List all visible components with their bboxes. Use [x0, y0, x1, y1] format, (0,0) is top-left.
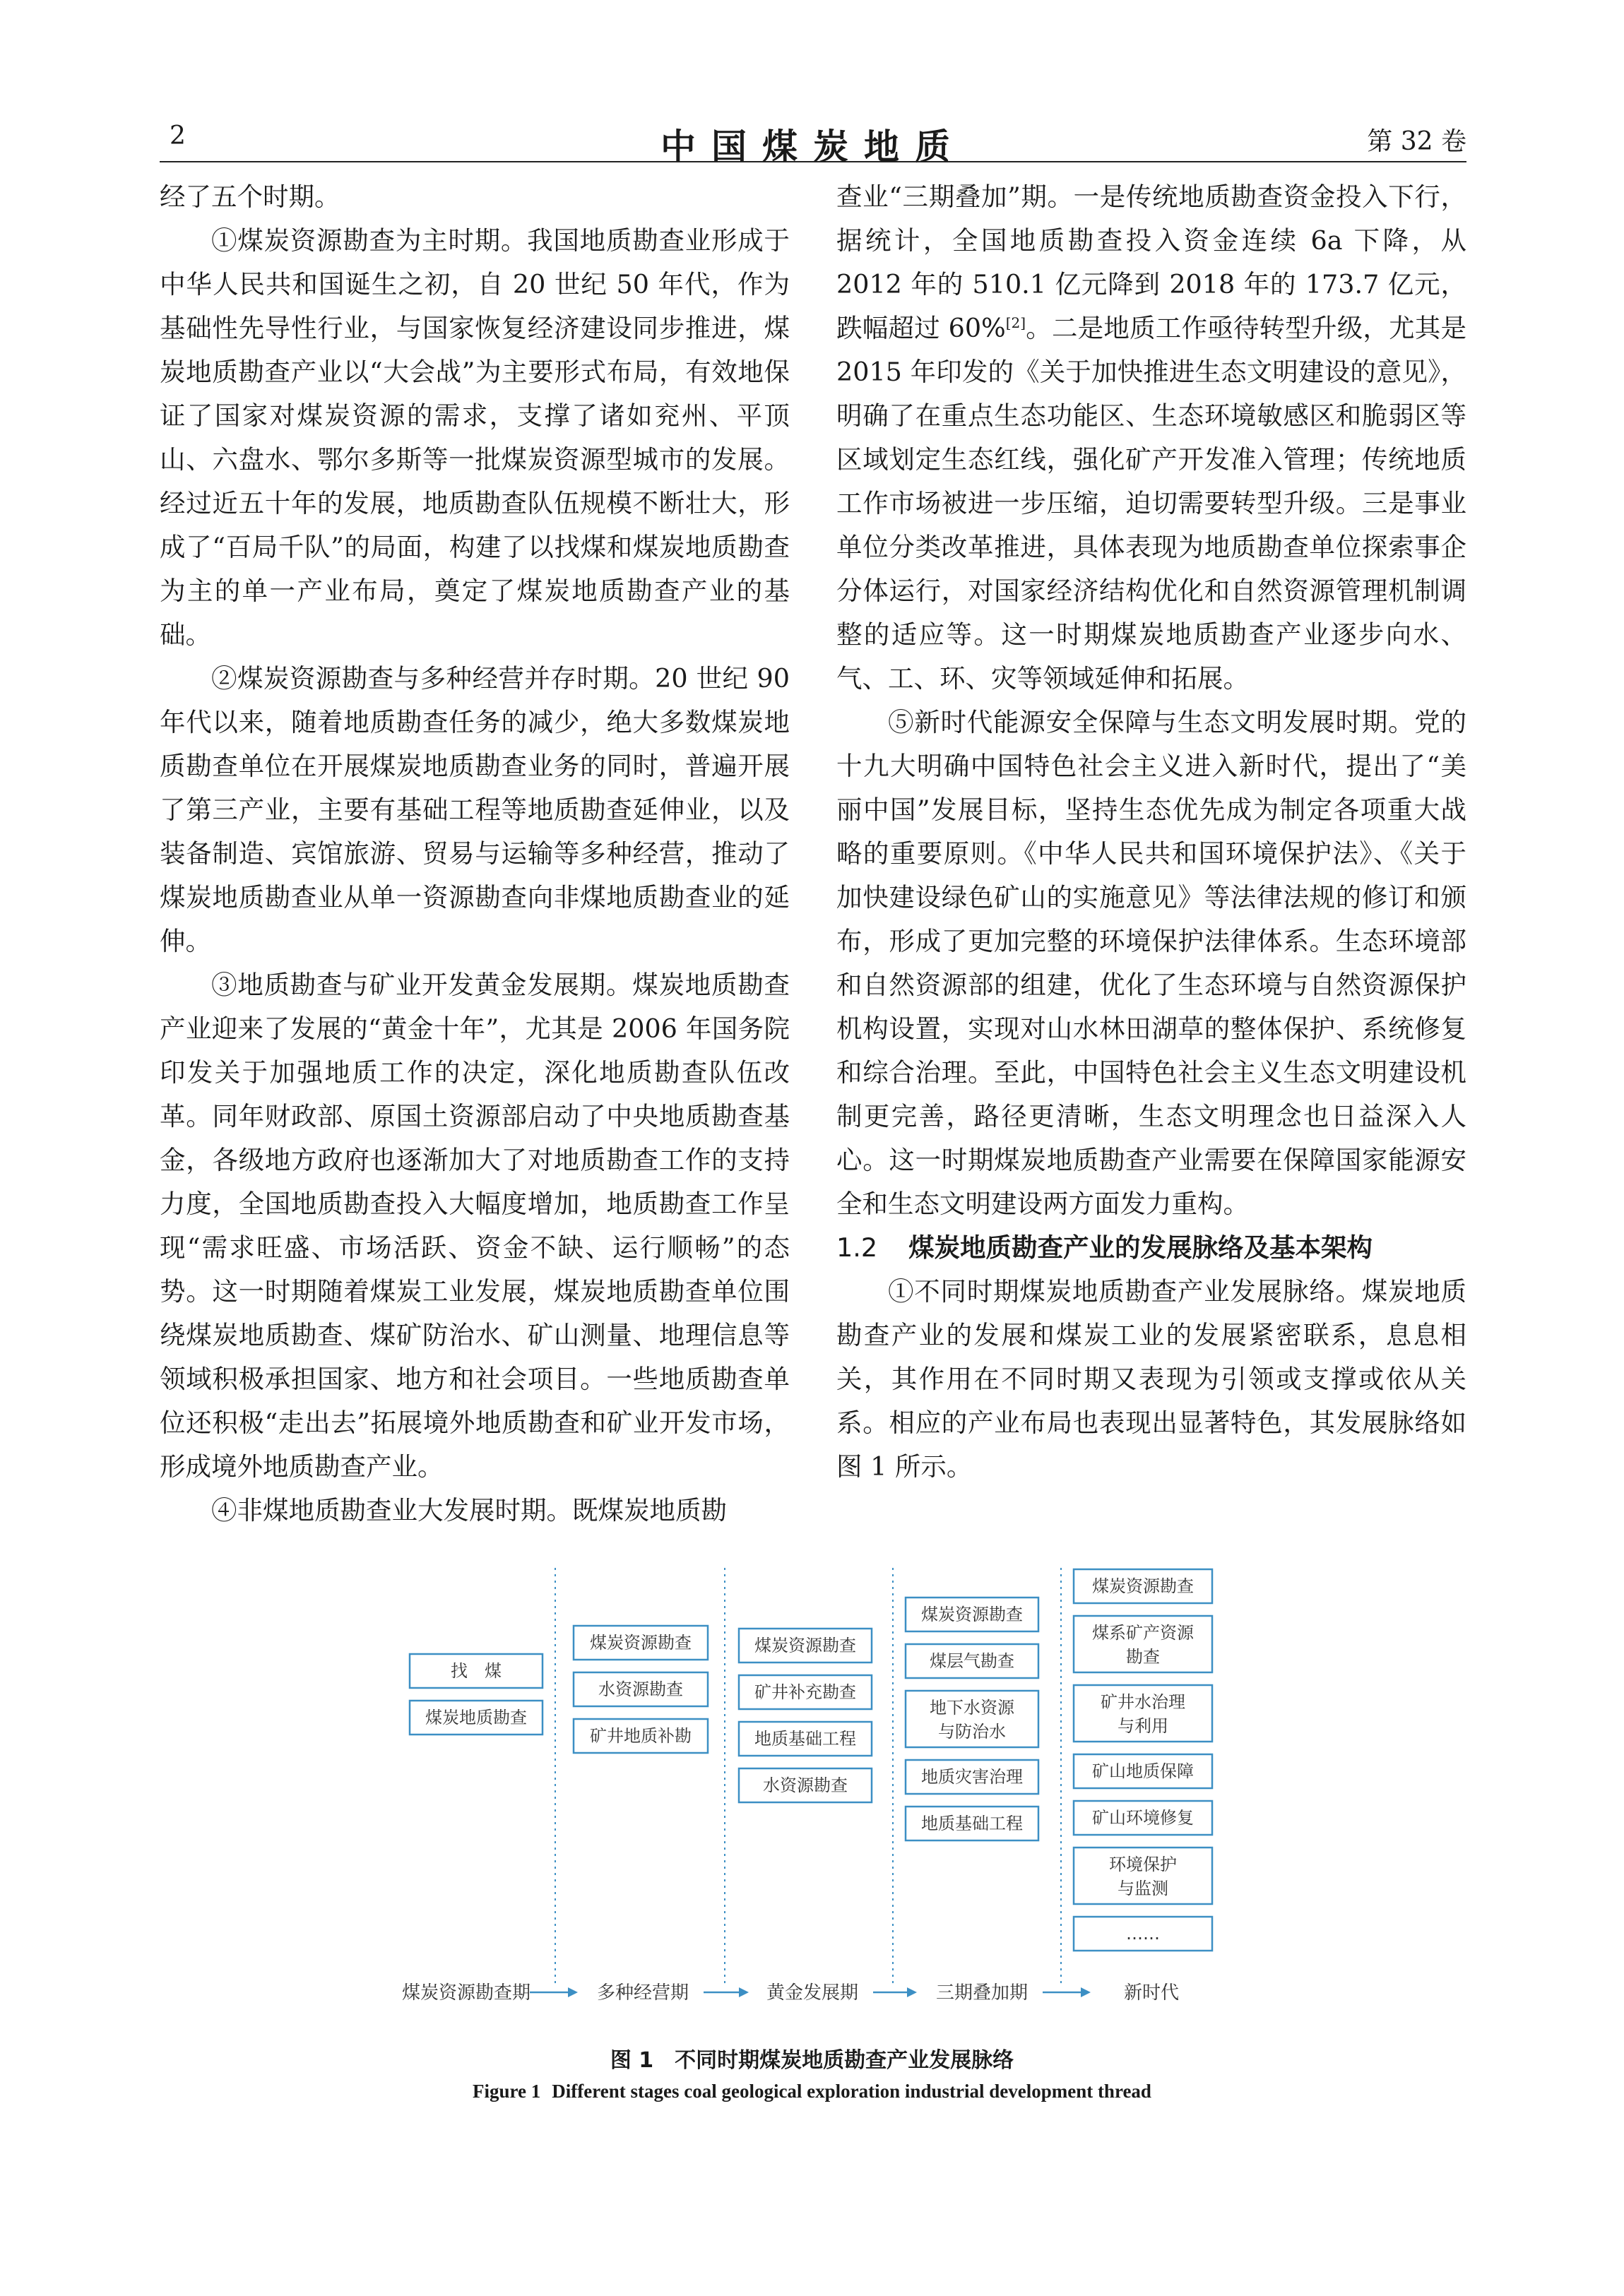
paragraph: 经了五个时期。	[160, 182, 340, 212]
header-rule	[160, 161, 1466, 162]
stage-box-label: 找 煤	[451, 1661, 502, 1681]
paragraph: ⑤新时代能源安全保障与生态文明发展时期。党的十九大明确中国特色社会主义进入新时代，提出了“美丽中国”发展目标，坚持生态优先成为制定各项重大战略的重要原则。《中华人民共和国环境保护法》、《关于加快建设绿色矿山的实施意见》等法律法规的修订和颁布，形成了更加完整的环境保护法律体系。生态环境部和自然资源部的组建，优化了生态环境与自然资源保护机构设置，实现对山水林田湖草的整体保护、系统修复和综合治理。至此，中国特色社会主义生态文明建设机制更完善，路径更清晰，生态文明理念也日益深入人心。这一时期煤炭地质勘查产业需要在保障国家能源安全和生态文明建设两方面发力重构。	[836, 707, 1466, 1219]
stage-box-label: 煤层气勘查	[930, 1651, 1014, 1671]
stage-box-label: 煤炭资源勘查	[754, 1636, 856, 1655]
stage-box-label: 矿山环境修复	[1092, 1808, 1194, 1828]
figure-caption-en	[0, 2081, 1624, 2102]
arrow-head	[907, 1987, 917, 1997]
stage-label: 新时代	[1123, 1982, 1180, 2004]
arrow-head	[568, 1987, 578, 1997]
paragraph: ①煤炭资源勘查为主时期。我国地质勘查业形成于中华人民共和国诞生之初，自 20 世纪 50 年代，作为基础性先导性行业，与国家恢复经济建设同步推进，煤炭地质勘查产业以“大会战”为主要形式布局，有效地保证了国家对煤炭资源的需求，支撑了诸如兖州、平顶山、六盘水、鄂尔多斯等一批煤炭资源型城市的发展。经过近五十年的发展，地质勘查队伍规模不断壮大，形成了“百局千队”的局面，构建了以找煤和煤炭地质勘查为主的单一产业布局，奠定了煤炭地质勘查产业的基础。	[160, 225, 790, 650]
development-flow-diagram	[396, 1568, 1243, 2027]
volume-label: 第 32 卷	[1367, 127, 1466, 156]
paragraph: ①不同时期煤炭地质勘查产业发展脉络。煤炭地质勘查产业的发展和煤炭工业的发展紧密联系，息息相关，其作用在不同时期又表现为引领或支撑或依从关系。相应的产业布局也表现出显著特色，其发展脉络如图 1 所示。	[836, 1276, 1466, 1482]
paragraph: ④非煤地质勘查业大发展时期。既煤炭地质勘	[211, 1495, 727, 1525]
stage-box-label: 矿山地质保障	[1092, 1761, 1194, 1781]
page-number: 2	[170, 121, 186, 150]
journal-title: 中国煤炭地质	[660, 126, 966, 167]
figure-label: 图 1	[610, 2048, 654, 2073]
citation-ref: [2]	[1005, 314, 1026, 331]
arrow-head	[739, 1987, 749, 1997]
arrow-head	[1081, 1987, 1091, 1997]
stage-box-label: 勘查	[1126, 1647, 1160, 1667]
figure-caption-cn	[0, 2042, 1624, 2074]
stage-box-label: 煤系矿产资源	[1092, 1623, 1194, 1643]
section-number: 1.2	[836, 1232, 878, 1263]
figure-label-en: Figure 1	[473, 2081, 541, 2102]
stage-box-label: 矿井水治理	[1101, 1692, 1185, 1712]
stage-label: 煤炭资源勘查期	[401, 1982, 531, 2004]
stage-box-label: 地质基础工程	[754, 1729, 856, 1749]
stage-box-label: ……	[1126, 1924, 1160, 1944]
section-heading	[836, 1226, 1466, 1270]
figure-caption-text: 不同时期煤炭地质勘查产业发展脉络	[675, 2048, 1014, 2073]
paragraph: ②煤炭资源勘查与多种经营并存时期。20 世纪 90 年代以来，随着地质勘查任务的减少，绝大多数煤炭地质勘查单位在开展煤炭地质勘查业务的同时，普遍开展了第三产业，主要有基础工程等地质勘查延伸业，以及装备制造、宾馆旅游、贸易与运输等多种经营，推动了煤炭地质勘查业从单一资源勘查向非煤地质勘查业的延伸。	[160, 663, 790, 956]
figure-caption-en-text: Different stages coal geological exploration industrial development thread	[552, 2081, 1151, 2102]
stage-label: 三期叠加期	[935, 1982, 1029, 2004]
stage-label: 黄金发展期	[766, 1982, 859, 2004]
left-column	[160, 175, 790, 1533]
section-title: 煤炭地质勘查产业的发展脉络及基本架构	[908, 1232, 1373, 1263]
stage-box-label: 矿井补充勘查	[754, 1682, 856, 1702]
stage-box-label: 环境保护	[1109, 1855, 1177, 1874]
stage-box-label: 水资源勘查	[763, 1775, 848, 1795]
stage-box-label: 地质灾害治理	[921, 1767, 1023, 1787]
figure-1	[396, 1568, 1243, 2027]
stage-box-label: 矿井地质补勘	[590, 1726, 692, 1746]
stage-box-label: 与利用	[1118, 1716, 1168, 1736]
paragraph: ③地质勘查与矿业开发黄金发展期。煤炭地质勘查产业迎来了发展的“黄金十年”，尤其是 2006 年国务院印发关于加强地质工作的决定，深化地质勘查队伍改革。同年财政部、原国土资源部启动了中央地质勘查基金，各级地方政府也逐渐加大了对地质勘查工作的支持力度，全国地质勘查投入大幅度增加，地质勘查工作呈现“需求旺盛、市场活跃、资金不缺、运行顺畅”的态势。这一时期随着煤炭工业发展，煤炭地质勘查单位围绕煤炭地质勘查、煤矿防治水、矿山测量、地理信息等领域积极承担国家、地方和社会项目。一些地质勘查单位还积极“走出去”拓展境外地质勘查和矿业开发市场，形成境外地质勘查产业。	[160, 970, 790, 1482]
stage-box-label: 煤炭资源勘查	[921, 1605, 1023, 1624]
paragraph-text: 。二是地质工作亟待转型升级，尤其是 2015 年印发的《关于加快推进生态文明建设的意见》，明确了在重点生态功能区、生态环境敏感区和脆弱区等区域划定生态红线，强化矿产开发准入管理；传统地质工作市场被进一步压缩，迫切需要转型升级。三是事业单位分类改革推进，具体表现为地质勘查单位探索事企分体运行，对国家经济结构优化和自然资源管理机制调整的适应等。这一时期煤炭地质勘查产业逐步向水、气、工、环、灾等领域延伸和拓展。	[836, 313, 1466, 694]
stage-box-label: 煤炭资源勘查	[590, 1633, 692, 1653]
stage-box-label: 煤炭地质勘查	[425, 1708, 527, 1727]
stage-label: 多种经营期	[596, 1982, 689, 2004]
stage-box-label: 水资源勘查	[598, 1679, 683, 1699]
stage-box-label: 地下水资源	[930, 1698, 1014, 1718]
paragraph-text: 查业“三期叠加”期。一是传统地质勘查资金投入下行，据统计，全国地质勘查投入资金连续 6a 下降，从 2012 年的 510.1 亿元降到 2018 年的 173.7 亿元，跌幅超过 60%	[836, 182, 1466, 343]
stage-box-label: 与监测	[1118, 1879, 1168, 1898]
running-header	[160, 119, 1466, 167]
right-column	[836, 175, 1466, 1489]
stage-box-label: 地质基础工程	[921, 1814, 1023, 1833]
paragraph	[836, 175, 1466, 701]
stage-box-label: 与防治水	[938, 1722, 1006, 1742]
stage-box-label: 煤炭资源勘查	[1092, 1576, 1194, 1596]
